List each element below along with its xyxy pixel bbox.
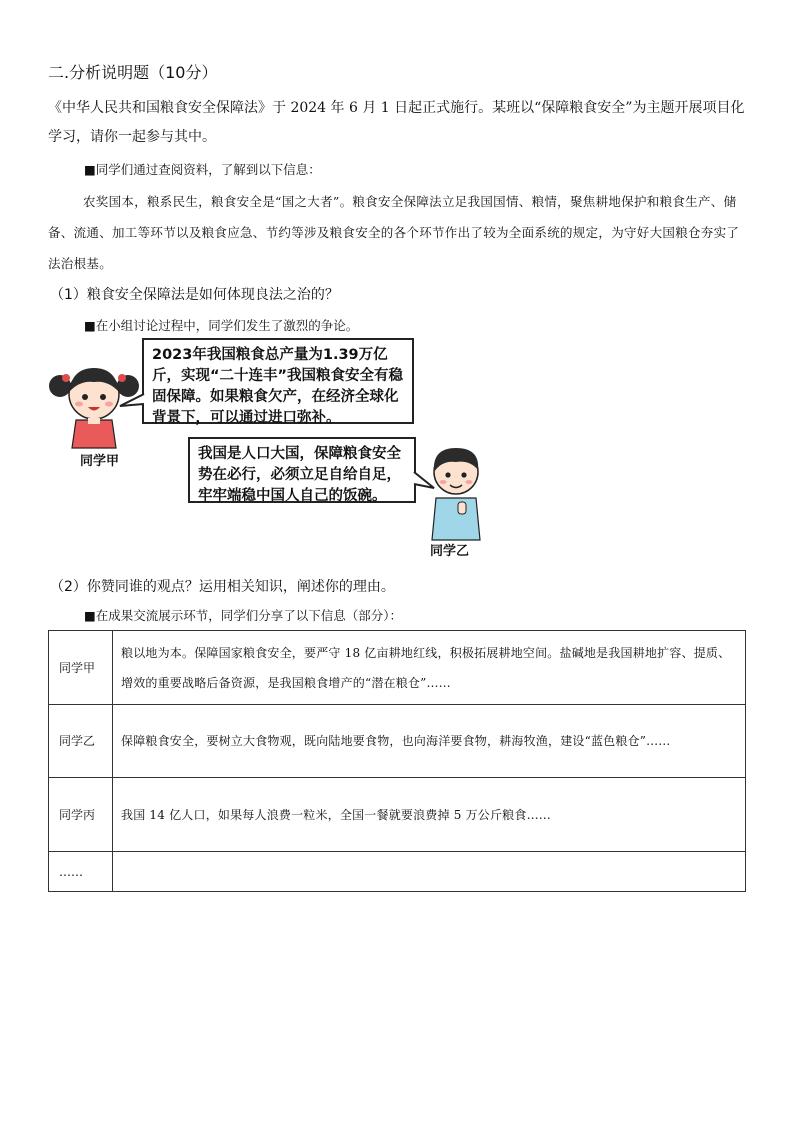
bullet-research: ■同学们通过查阅资料，了解到以下信息：	[84, 162, 321, 177]
sharing-table	[48, 630, 746, 892]
caption-student-yi: 同学乙	[430, 544, 470, 559]
table-cell-student: 同学甲	[49, 631, 113, 705]
table-row	[49, 778, 746, 852]
info-paragraph: 农奖国本，粮系民生，粮食安全是“国之大者”。粮食安全保障法立足我国国情、粮情，聚焦耕地保护和粮食生产、储备、流通、加工等环节以及粮食应急、节约等涉及粮食安全的各个环节作出了较为全面系统的规定，为守好大国粮仓夯实了法治根基。	[48, 194, 740, 271]
table-cell-text	[113, 852, 746, 892]
table-cell-text: 保障粮食安全，要树立大食物观，既向陆地要食物，也向海洋要食物，耕海牧渔，建设“蓝色粮仓”……	[113, 705, 746, 778]
bullet-sharing: ■在成果交流展示环节，同学们分享了以下信息（部分）：	[84, 608, 403, 623]
question-2: （2）你赞同谁的观点？运用相关知识，阐述你的理由。	[50, 579, 395, 595]
section-title: 二.分析说明题（10分）	[48, 63, 218, 82]
speech-bubble-yi: 我国是人口大国，保障粮食安全势在必行，必须立足自给自足，牢牢端稳中国人自己的饭碗。	[188, 437, 416, 503]
table-row	[49, 631, 746, 705]
table-cell-text: 我国 14 亿人口，如果每人浪费一粒米，全国一餐就要浪费掉 5 万公斤粮食……	[113, 778, 746, 852]
table-cell-student: 同学乙	[49, 705, 113, 778]
table-cell-text: 粮以地为本。保障国家粮食安全，要严守 18 亿亩耕地红线，积极拓展耕地空间。盐碱地是我国耕地扩容、提质、增效的重要战略后备资源，是我国粮食增产的“潜在粮仓”……	[113, 631, 746, 705]
intro-text: 《中华人民共和国粮食安全保障法》于 2024 年 6 月 1 日起正式施行。某班以“保障粮食安全”为主题开展项目化学习，请你一起参与其中。	[48, 100, 745, 145]
table-cell-student: ……	[49, 852, 113, 892]
caption-student-jia: 同学甲	[80, 454, 120, 469]
question-1: （1）粮食安全保障法是如何体现良法之治的？	[50, 287, 339, 303]
speech-bubble-jia: 2023年我国粮食总产量为1.39万亿斤，实现“二十连丰”我国粮食安全有稳固保障。如果粮食欠产，在经济全球化背景下，可以通过进口弥补。	[142, 338, 414, 424]
table-row	[49, 705, 746, 778]
table-row	[49, 852, 746, 892]
student-yi-illustration	[420, 442, 492, 542]
table-cell-student: 同学丙	[49, 778, 113, 852]
bullet-discussion: ■在小组讨论过程中，同学们发生了激烈的争论。	[84, 318, 359, 333]
bubble-pointer-jia	[118, 392, 146, 412]
